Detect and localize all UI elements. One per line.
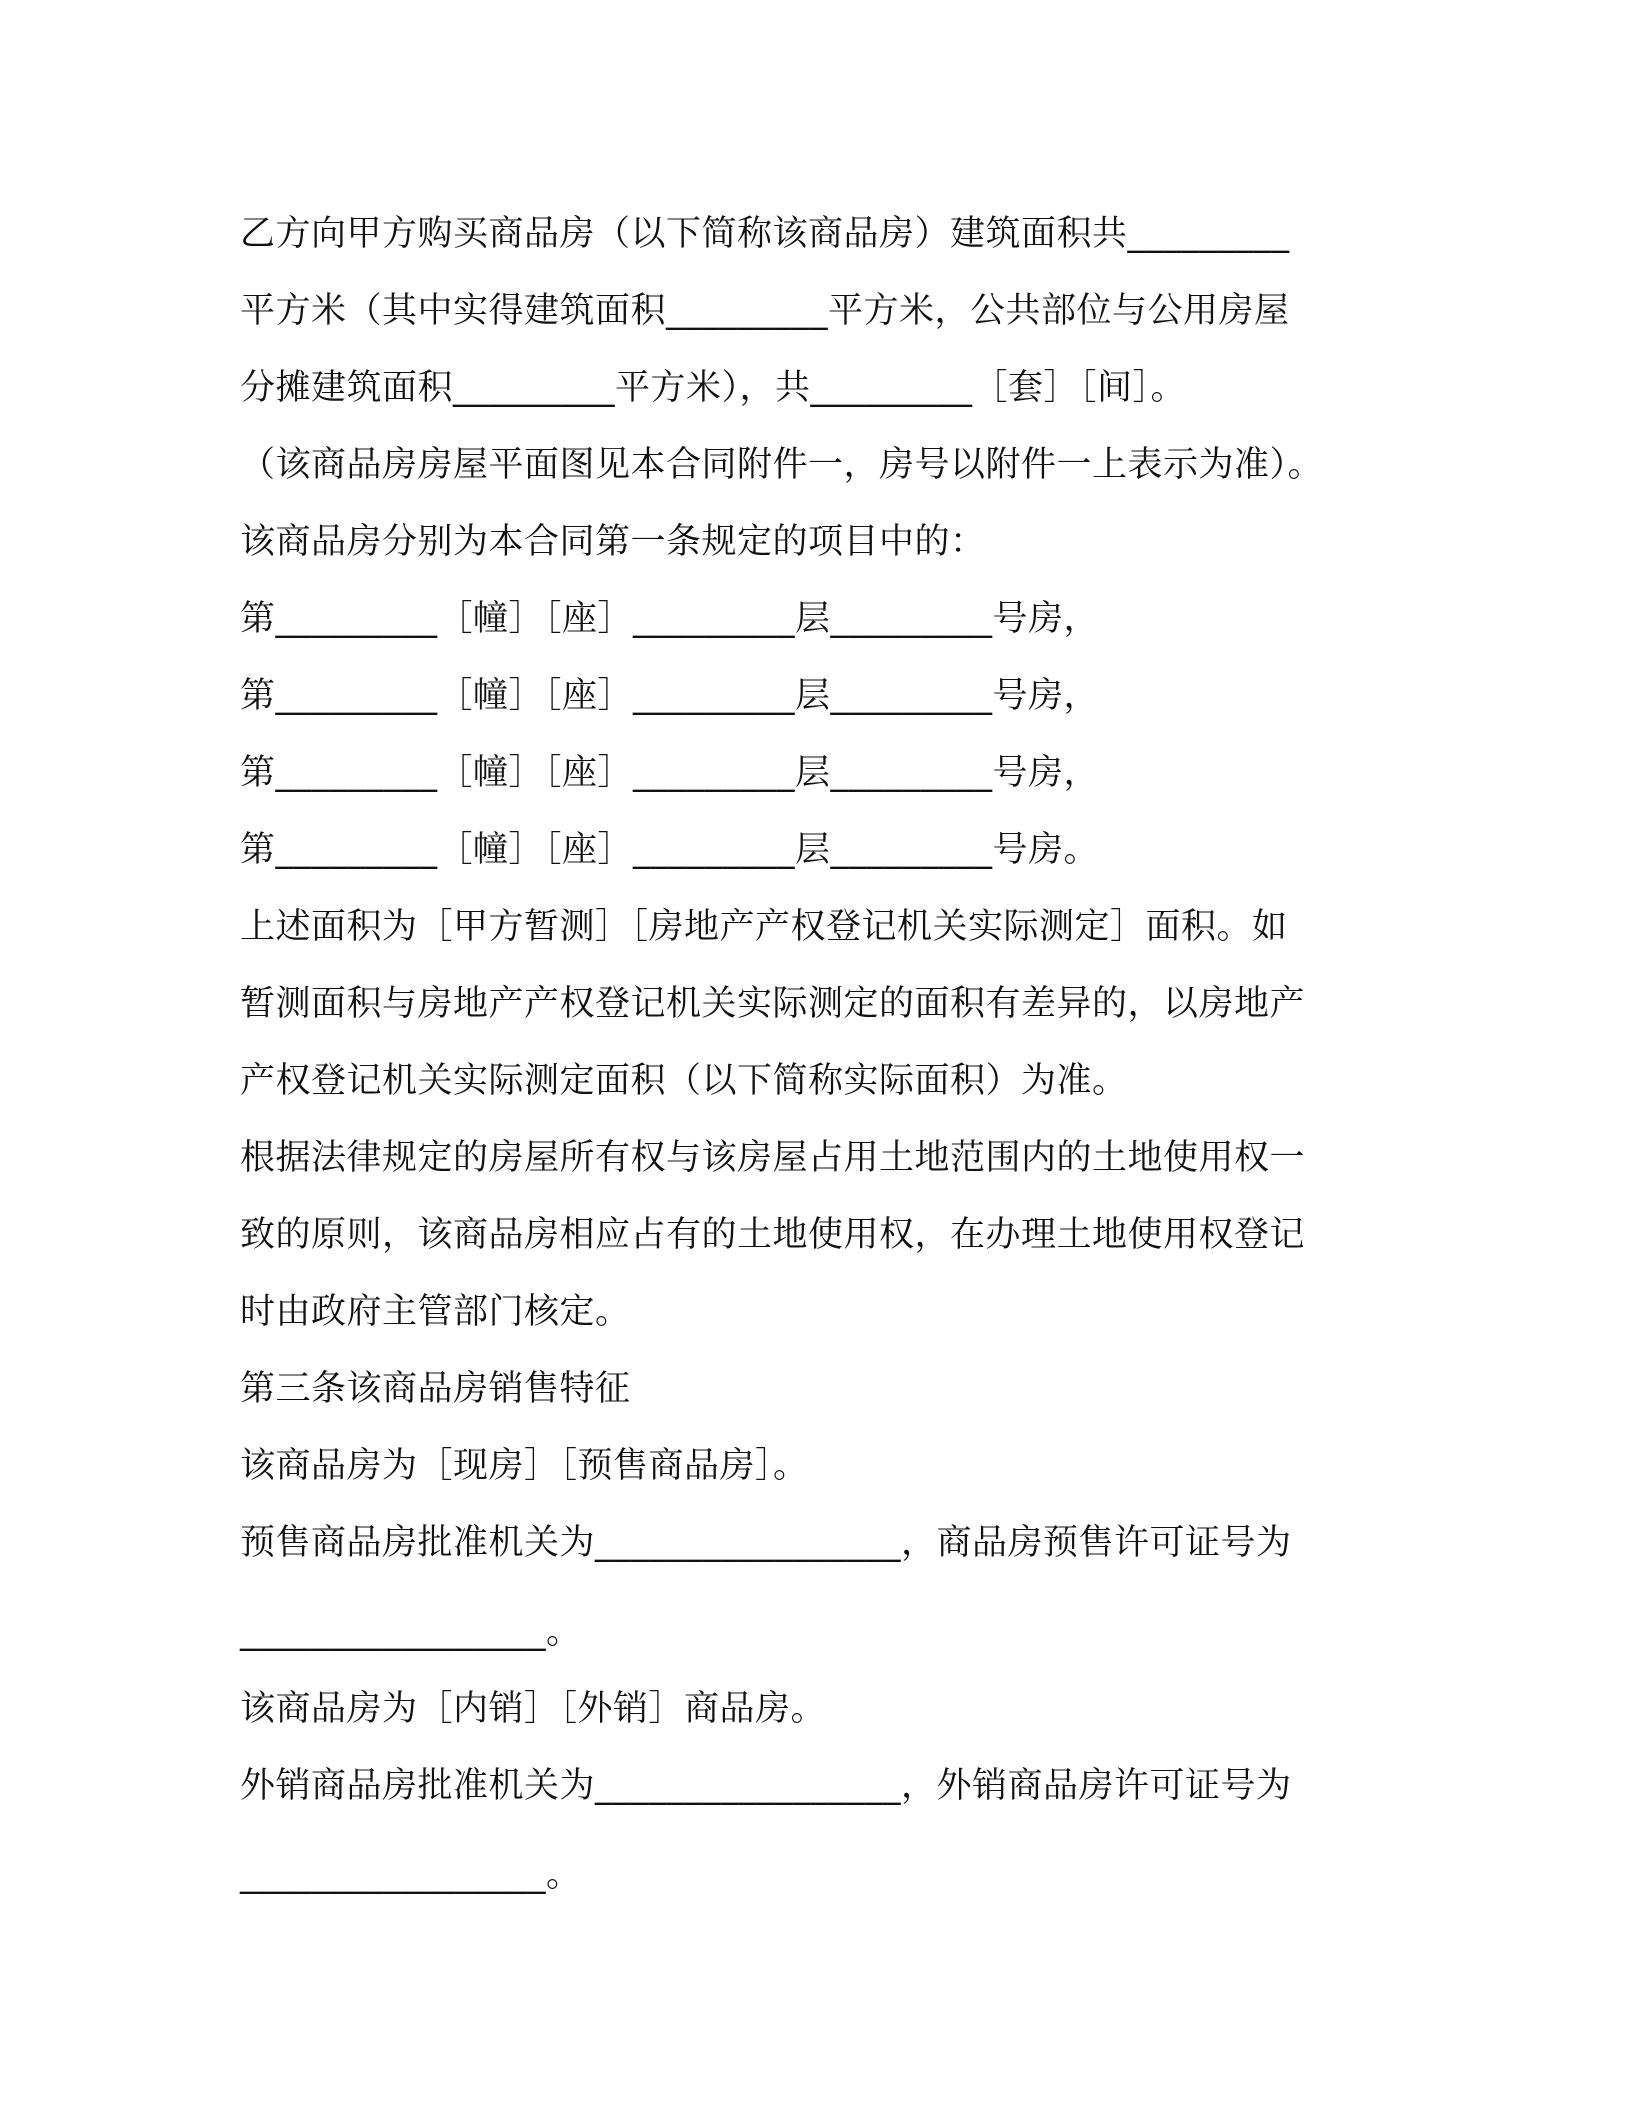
text-line: 第_________［幢］［座］_________层_________号房， [240, 753, 1100, 793]
text-line: 上述面积为［甲方暂测］［房地产产权登记机关实际测定］面积。如 [240, 907, 1288, 947]
text-line: 产权登记机关实际测定面积（以下简称实际面积）为准。 [240, 1061, 1128, 1101]
text-line: _________________。 [240, 1612, 582, 1652]
text-line: 致的原则，该商品房相应占有的土地使用权，在办理土地使用权登记 [240, 1215, 1306, 1255]
text-line: 第_________［幢］［座］_________层_________号房， [240, 676, 1100, 716]
text-line: 暂测面积与房地产产权登记机关实际测定的面积有差异的，以房地产 [240, 984, 1306, 1024]
text-line: 根据法律规定的房屋所有权与该房屋占用土地范围内的土地使用权一 [240, 1138, 1306, 1178]
text-line: _________________。 [240, 1855, 582, 1895]
text-line: 该商品房为［现房］［预售商品房］。 [240, 1446, 809, 1486]
text-line: 平方米（其中实得建筑面积_________平方米，公共部位与公用房屋 [240, 291, 1290, 331]
text-line: 时由政府主管部门核定。 [240, 1292, 631, 1332]
text-line: 外销商品房批准机关为_________________，外销商品房许可证号为 [240, 1766, 1292, 1806]
text-line: 该商品房分别为本合同第一条规定的项目中的： [240, 522, 986, 562]
text-line: 第_________［幢］［座］_________层_________号房。 [240, 830, 1100, 870]
section-heading: 第三条该商品房销售特征 [240, 1369, 631, 1409]
text-line: （该商品房房屋平面图见本合同附件一，房号以附件一上表示为准）。 [240, 445, 1324, 485]
text-line: 该商品房为［内销］［外销］商品房。 [240, 1689, 827, 1729]
text-line: 分摊建筑面积_________平方米），共_________［套］［间］。 [240, 368, 1187, 408]
text-line: 预售商品房批准机关为_________________，商品房预售许可证号为 [240, 1523, 1292, 1563]
text-line: 乙方向甲方购买商品房（以下简称该商品房）建筑面积共_________ [240, 214, 1290, 254]
document-body [240, 196, 1400, 1914]
text-line: 第_________［幢］［座］_________层_________号房， [240, 599, 1100, 639]
